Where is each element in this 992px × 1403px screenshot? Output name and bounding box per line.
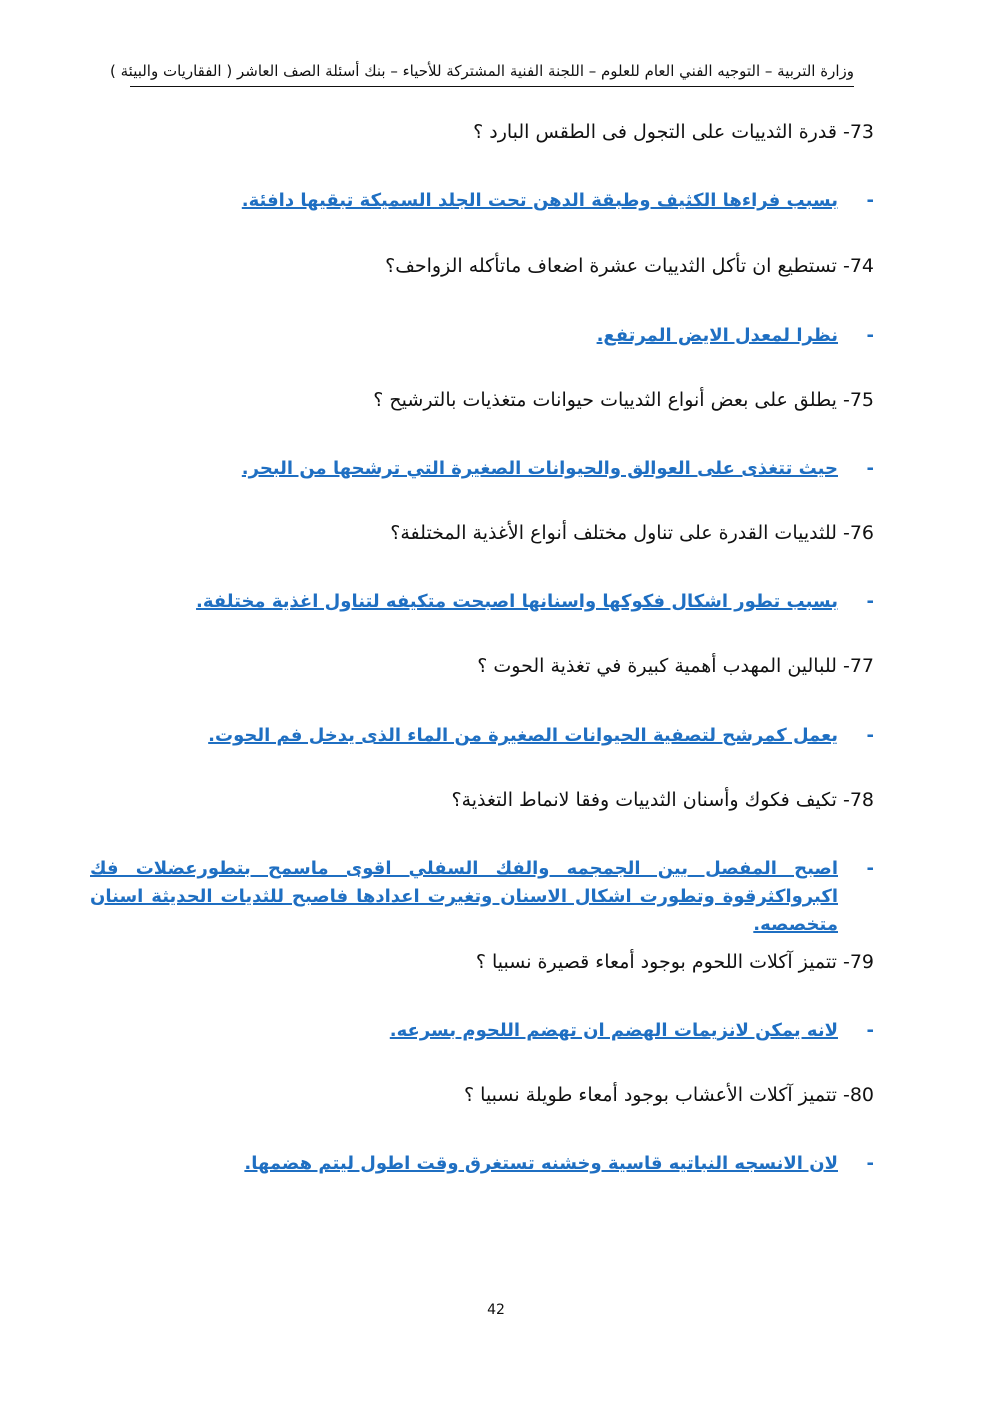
answer-bullet: - [866,1153,874,1174]
question-78: 78- تكيف فكوك وأسنان الثدييات وفقا لانماط التغذية؟ [451,789,874,811]
question-75: 75- يطلق على بعض أنواع الثدييات حيوانات متغذيات بالترشيح ؟ [373,389,874,411]
answer-76 [114,588,874,616]
answer-bullet: - [866,858,874,879]
question-79: 79- تتميز آكلات اللحوم بوجود أمعاء قصيرة نسبيا ؟ [475,951,874,973]
answer-bullet: - [866,325,874,346]
answer-bullet: - [866,190,874,211]
question-73: 73- قدرة الثدييات على التجول فى الطقس البارد ؟ [473,121,874,143]
question-80: 80- تتميز آكلات الأعشاب بوجود أمعاء طويلة نسبيا ؟ [464,1084,874,1106]
answer-text: حيث تتغذى على العوالق والحيوانات الصغيرة التي ترشحها من البحر. [241,458,838,479]
answer-bullet: - [866,458,874,479]
answer-79 [114,1017,874,1045]
question-74: 74- تستطيع ان تأكل الثدييات عشرة اضعاف ماتأكله الزواحف؟ [385,255,874,277]
question-76: 76- للثدييات القدرة على تناول مختلف أنواع الأغذية المختلفة؟ [390,522,874,544]
question-77: 77- للبالين المهدب أهمية كبيرة في تغذية الحوت ؟ [477,655,874,677]
page-number: 42 [487,1302,505,1318]
answer-74 [114,322,874,350]
answer-text: نظرا لمعدل الايض المرتفع. [596,325,838,346]
page-header: وزارة التربية – التوجيه الفني العام للعلوم – اللجنة الفنية المشتركة للأحياء – بنك أسئلة الصف العاشر ( الفقاريات والبيئة ) [130,60,854,87]
answer-80 [114,1150,874,1178]
answer-text: اصبح المفصل بين الجمجمه والفك السفلي اقوى ماسمح بتطورعضلات فك اكبرواكثرقوة وتطورت اشكال الاسنان وتغيرت اعدادها فاصبح للثديات الحديثة اسنان متخصصه. [90,858,838,935]
answer-bullet: - [866,725,874,746]
answer-75 [114,455,874,483]
answer-text: يعمل كمرشح لتصفية الحيوانات الصغيرة من الماء الذى يدخل فم الحوت. [208,725,838,746]
answer-text: بسبب فراءها الكثيف وطبقة الدهن تحت الجلد السميكة تبقيها دافئة. [241,190,838,211]
answer-text: لان الانسجه النباتيه قاسية وخشنه تستغرق وقت اطول ليتم هضمها. [244,1153,838,1174]
answer-bullet: - [866,1020,874,1041]
answer-78 [90,855,874,939]
answer-73 [114,187,874,215]
answer-bullet: - [866,591,874,612]
answer-77 [114,722,874,750]
answer-text: لانه يمكن لانزيمات الهضم ان تهضم اللحوم بسرعه. [389,1020,838,1041]
answer-text: بسبب تطور اشكال فكوكها واسنانها اصبحت متكيفه لتناول اغذية مختلفة. [196,591,838,612]
